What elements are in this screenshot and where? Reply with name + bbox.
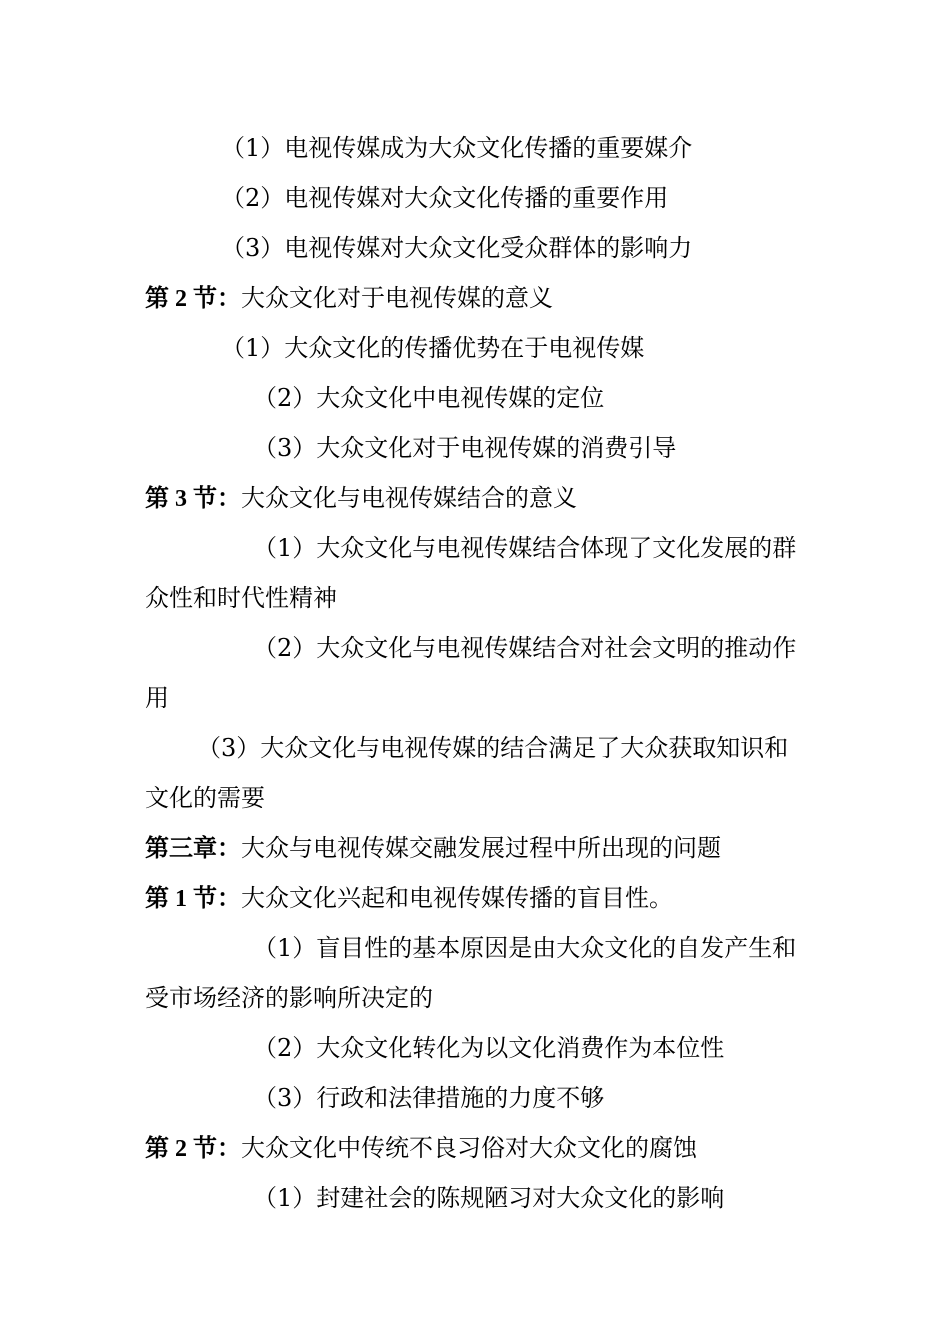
section-title: 大众文化对于电视传媒的意义 xyxy=(241,284,553,312)
list-item: （2）电视传媒对大众文化传播的重要作用 xyxy=(221,184,669,212)
chapter-heading xyxy=(145,833,820,864)
list-item: （3）行政和法律措施的力度不够 xyxy=(253,1084,605,1112)
list-item: （1）大众文化与电视传媒结合体现了文化发展的群 xyxy=(253,534,797,562)
list-item-continuation: 受市场经济的影响所决定的 xyxy=(145,984,433,1012)
chapter-title: 大众与电视传媒交融发展过程中所出现的问题 xyxy=(241,834,721,862)
chapter-label: 第三章： xyxy=(145,836,241,862)
list-item: （1）封建社会的陈规陋习对大众文化的影响 xyxy=(253,1184,725,1212)
list-item: （2）大众文化转化为以文化消费作为本位性 xyxy=(253,1034,725,1062)
section-title: 大众文化兴起和电视传媒传播的盲目性。 xyxy=(241,884,673,912)
list-item: （3）大众文化与电视传媒的结合满足了大众获取知识和 xyxy=(197,734,789,762)
list-item: （1）电视传媒成为大众文化传播的重要媒介 xyxy=(221,134,693,162)
list-item-continuation: 众性和时代性精神 xyxy=(145,584,337,612)
list-item: （2）大众文化中电视传媒的定位 xyxy=(253,384,605,412)
section-label: 第 2 节： xyxy=(145,1136,241,1162)
section-heading xyxy=(145,283,820,314)
section-title: 大众文化与电视传媒结合的意义 xyxy=(241,484,577,512)
list-item: （2）大众文化与电视传媒结合对社会文明的推动作 xyxy=(253,634,797,662)
list-item-continuation: 文化的需要 xyxy=(145,784,265,812)
list-item: （3）电视传媒对大众文化受众群体的影响力 xyxy=(221,234,693,262)
list-item-continuation: 用 xyxy=(145,684,169,712)
section-heading xyxy=(145,1133,820,1164)
section-heading xyxy=(145,483,820,514)
list-item: （1）大众文化的传播优势在于电视传媒 xyxy=(221,334,645,362)
list-item: （3）大众文化对于电视传媒的消费引导 xyxy=(253,434,677,462)
section-label: 第 3 节： xyxy=(145,486,241,512)
section-title: 大众文化中传统不良习俗对大众文化的腐蚀 xyxy=(241,1134,697,1162)
section-label: 第 1 节： xyxy=(145,886,241,912)
section-label: 第 2 节： xyxy=(145,286,241,312)
list-item: （1）盲目性的基本原因是由大众文化的自发产生和 xyxy=(253,934,797,962)
section-heading xyxy=(145,883,820,914)
